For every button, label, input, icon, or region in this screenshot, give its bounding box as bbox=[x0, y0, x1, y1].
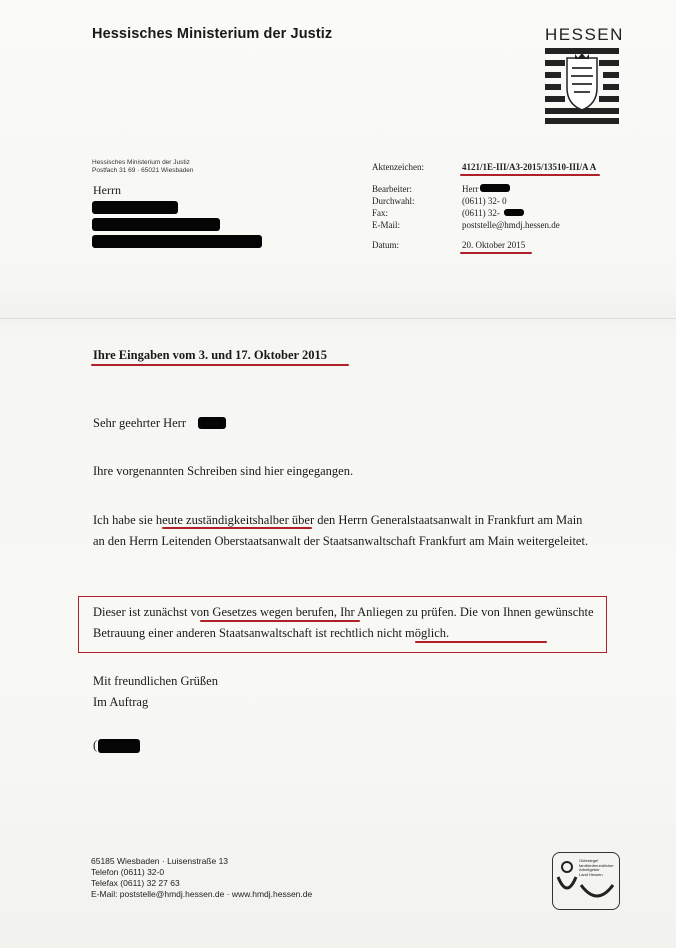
email-label: E-Mail: bbox=[372, 220, 400, 230]
recipient-salutation: Herrn bbox=[93, 183, 121, 197]
paragraph-competence: Dieser ist zunächst von Gesetzes wegen berufen, Ihr Anliegen zu prüfen. Die von Ihnen gewünschte Betrauung einer anderen Staatsanwaltschaft ist rechtlich nicht möglich. bbox=[93, 605, 594, 640]
family-friendly-employer-seal bbox=[552, 852, 620, 910]
redacted-recipient-name bbox=[92, 201, 178, 214]
redacted-recipient-street bbox=[92, 218, 220, 231]
seal-text: Gütesiegel familienfreundlicher Arbeitgeber Land Hessen bbox=[579, 858, 614, 877]
aktenzeichen-label: Aktenzeichen: bbox=[372, 162, 424, 172]
redacted-signature bbox=[98, 739, 140, 753]
datum-value: 20. Oktober 2015 bbox=[462, 240, 526, 250]
highlight-gesetzes-wegen: von Gesetzes wegen berufen bbox=[190, 605, 334, 619]
closing-greeting: Mit freundlichen Grüßen bbox=[93, 674, 218, 688]
redacted-addressee-name bbox=[198, 417, 226, 429]
datum-underline bbox=[460, 252, 532, 254]
hessen-coat-of-arms-icon bbox=[545, 48, 619, 124]
hessen-wordmark: HESSEN bbox=[545, 25, 624, 44]
letter-subject: Ihre Eingaben vom 3. und 17. Oktober 2015 bbox=[93, 348, 327, 362]
fax-label: Fax: bbox=[372, 208, 389, 218]
durchwahl-label: Durchwahl: bbox=[372, 196, 415, 206]
aktenzeichen-value: 4121/1E-III/A3-2015/13510-III/A A bbox=[462, 162, 597, 172]
greeting: Sehr geehrter Herr bbox=[93, 416, 187, 430]
signature-initial: ( bbox=[93, 738, 98, 752]
paragraph-forwarded: Ich habe sie heute zuständigkeitshalber über den Herrn Generalstaatsanwalt in Frankfurt am Main an den Herrn Leitenden Oberstaatsanwalt der Staatsanwaltschaft Frankfurt am Main weitergeleitet. bbox=[93, 513, 589, 548]
rechtlich-underline bbox=[415, 641, 547, 643]
redacted-bearbeiter bbox=[480, 184, 510, 192]
redacted-recipient-city bbox=[92, 235, 262, 248]
bearbeiter-label: Bearbeiter: bbox=[372, 184, 412, 194]
footer-address: 65185 Wiesbaden · Luisenstraße 13 Telefon (0611) 32-0 Telefax (0611) 32 27 63 E-Mail: poststelle@hmdj.hessen.de · www.hmdj.hessen.de bbox=[91, 856, 313, 899]
highlight-zustaendigkeit: heute zuständigkeitshalber bbox=[155, 513, 289, 527]
fax-value: (0611) 32- bbox=[462, 208, 500, 218]
ministry-name: Hessisches Ministerium der Justiz bbox=[92, 26, 333, 42]
gesetzes-wegen-underline bbox=[200, 620, 360, 622]
datum-label: Datum: bbox=[372, 240, 399, 250]
zustaendigkeit-underline bbox=[162, 527, 312, 529]
durchwahl-value: (0611) 32- 0 bbox=[462, 196, 507, 206]
paper-fold-line bbox=[0, 318, 676, 319]
sender-address-line: Hessisches Ministerium der Justiz Postfach 31 69 · 65021 Wiesbaden bbox=[92, 159, 194, 174]
closing-im-auftrag: Im Auftrag bbox=[93, 695, 149, 709]
aktenzeichen-underline bbox=[460, 174, 600, 176]
seal-swoosh-icon bbox=[579, 881, 615, 903]
redacted-fax-extension bbox=[504, 209, 524, 216]
seal-emblem-icon bbox=[556, 859, 578, 903]
email-value: poststelle@hmdj.hessen.de bbox=[462, 220, 560, 230]
highlight-rechtlich-nicht-moeglich: rechtlich nicht möglich. bbox=[330, 626, 450, 640]
paragraph-received: Ihre vorgenannten Schreiben sind hier eingegangen. bbox=[93, 464, 354, 478]
bearbeiter-value: Herr bbox=[462, 184, 479, 194]
subject-underline bbox=[91, 364, 349, 366]
